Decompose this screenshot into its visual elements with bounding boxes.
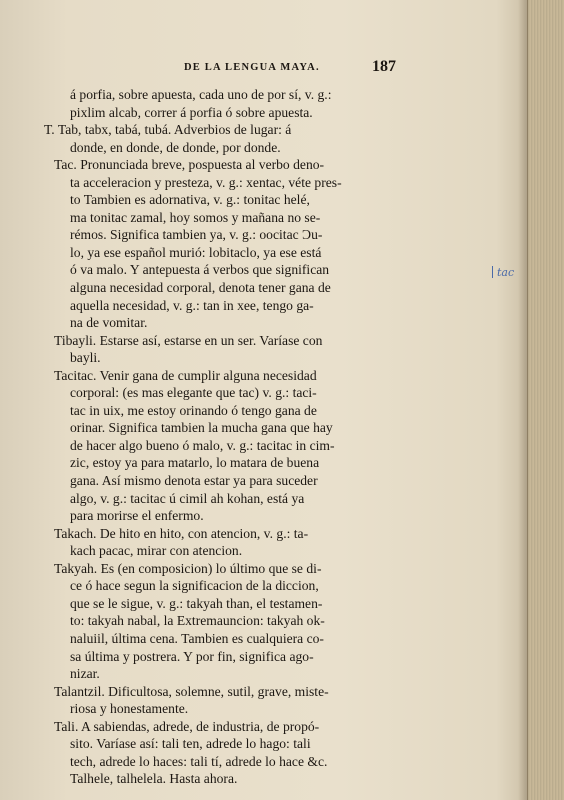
text-line: naluiil, última cena. Tambien es cualquiera co- [70, 630, 324, 646]
text-line: algo, v. g.: tacitac ú cimil ah kohan, está ya [70, 490, 305, 506]
text-line: zic, estoy ya para matarlo, lo matara de buena [70, 455, 320, 471]
text-line: Tacitac. Venir gana de cumplir alguna necesidad [54, 367, 317, 383]
text-line: kach pacac, mirar con atencion. [70, 543, 243, 559]
body-text [44, 86, 424, 788]
text-line: to: takyah nabal, la Extremauncion: takyah ok- [70, 613, 325, 629]
text-line: Talhele, talhelela. Hasta ahora. [70, 771, 238, 787]
handwritten-margin-note [492, 266, 514, 279]
text-line: Tibayli. Estarse así, estarse en un ser. Varíase con [54, 332, 323, 348]
text-line: Tali. A sabiendas, adrede, de industria, de propó- [54, 718, 320, 734]
running-head [44, 58, 514, 78]
text-line: orinar. Significa tambien la mucha gana que hay [70, 420, 333, 436]
text-line: alguna necesidad corporal, denota tener gana de [70, 280, 331, 296]
text-line: corporal: (es mas elegante que tac) v. g.: taci- [70, 385, 317, 401]
text-line: to Tambien es adornativa, v. g.: tonitac helé, [70, 192, 310, 208]
text-line: Tac. Pronunciada breve, pospuesta al verbo deno- [54, 157, 325, 173]
text-line: á porfia, sobre apuesta, cada uno de por sí, v. g.: [70, 87, 332, 102]
text-line: riosa y honestamente. [70, 701, 189, 717]
text-line: ta acceleracion y presteza, v. g.: xentac, véte pres- [70, 174, 342, 190]
margin-mark [492, 266, 493, 278]
text-line: tac in uix, me estoy orinando ó tengo gana de [70, 402, 317, 418]
text-line: para morirse el enfermo. [70, 508, 204, 524]
text-line: tech, adrede lo haces: tali tí, adrede lo hace &c. [70, 753, 328, 769]
text-line: que se le sigue, v. g.: takyah than, el testamen- [70, 595, 323, 611]
margin-note-text: tac [497, 266, 515, 279]
text-line: Takach. De hito en hito, con atencion, v. g.: ta- [54, 525, 309, 541]
text-line: aquella necesidad, v. g.: tan in xee, tengo ga- [70, 297, 314, 313]
text-line: rémos. Significa tambien ya, v. g.: oocitac Ɔu- [70, 227, 323, 243]
running-title: DE LA LENGUA MAYA. [184, 62, 320, 73]
text-line: sito. Varíase así: tali ten, adrede lo hago: tali [70, 736, 311, 752]
text-line: nizar. [70, 666, 100, 682]
text-line: Talantzil. Dificultosa, solemne, sutil, grave, miste- [54, 683, 329, 699]
text-line: donde, en donde, de donde, por donde. [70, 139, 281, 155]
text-line: T. Tab, tabx, tabá, tubá. Adverbios de lugar: á [44, 122, 292, 138]
text-line: de hacer algo bueno ó malo, v. g.: tacitac in cim- [70, 437, 335, 453]
text-line: gana. Así mismo denota estar ya para suceder [70, 473, 318, 489]
text-line: bayli. [70, 350, 101, 366]
text-line: sa última y postrera. Y por fin, significa ago- [70, 648, 314, 664]
text-line: lo, ya ese español murió: lobitaclo, ya ese está [70, 244, 322, 260]
text-line: pixlim alcab, correr á porfia ó sobre apuesta. [70, 104, 313, 120]
text-line: ce ó hace segun la significacion de la diccion, [70, 578, 319, 594]
text-line: ó va malo. Y antepuesta á verbos que significan [70, 262, 330, 278]
page-edges [527, 0, 564, 800]
text-line: na de vomitar. [70, 315, 148, 331]
page-number: 187 [372, 58, 396, 75]
text-line: Takyah. Es (en composicion) lo último que se di- [54, 560, 322, 576]
text-line: ma tonitac zamal, hoy somos y mañana no se- [70, 209, 321, 225]
